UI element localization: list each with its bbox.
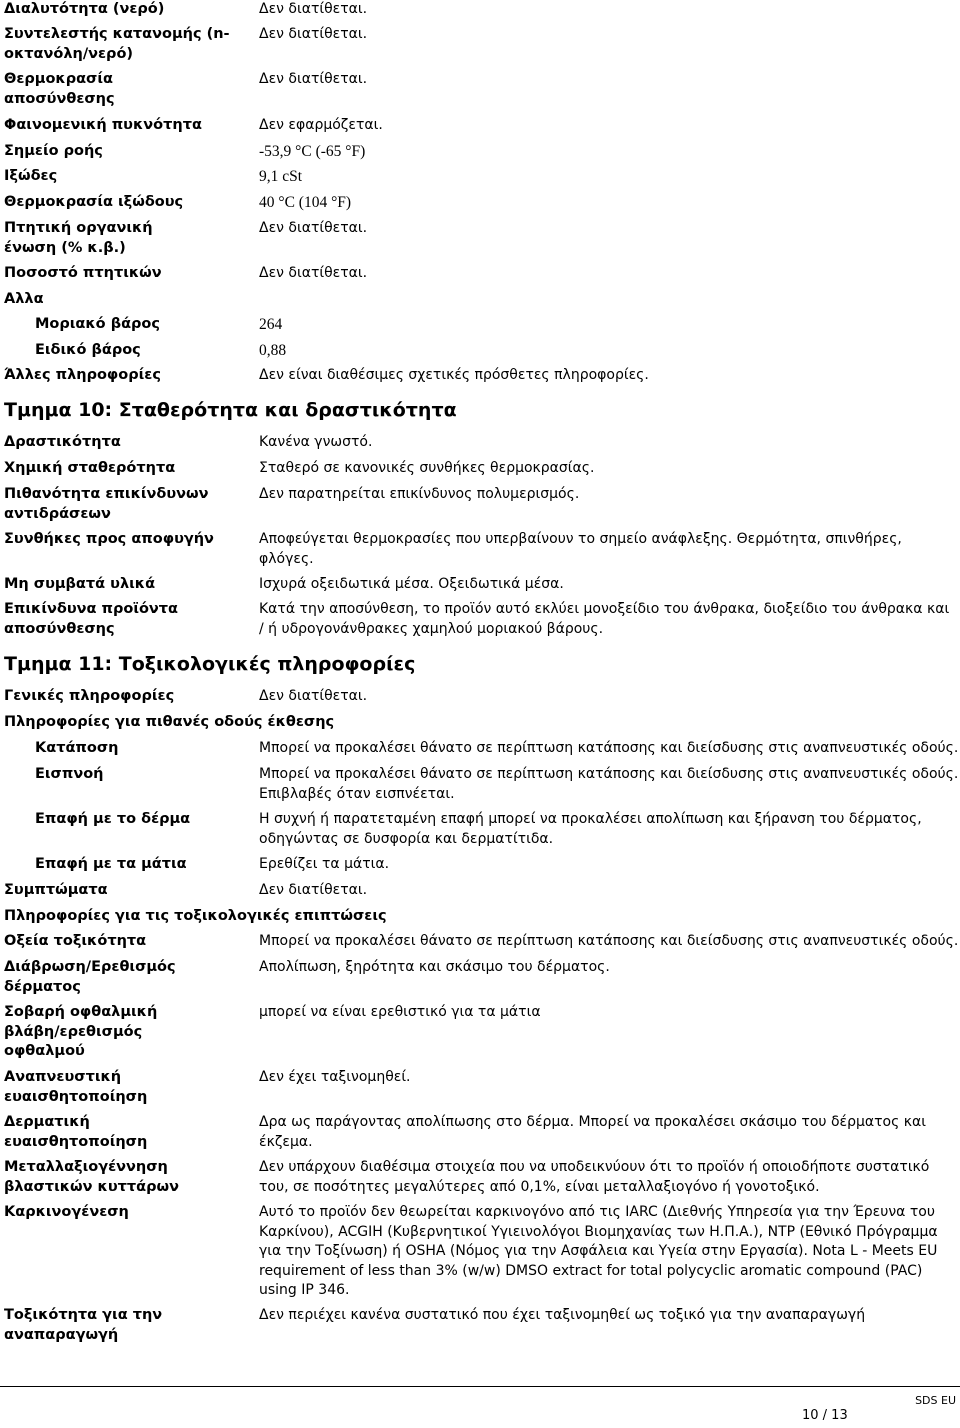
toxicological-effects-heading: Πληροφορίες για τις τοξικολογικές επιπτώσεις	[4, 908, 387, 924]
stability-value: Σταθερό σε κανονικές συνθήκες θερμοκρασίας.	[259, 460, 595, 476]
acute-toxicity-label: Οξεία τοξικότητα	[4, 933, 147, 949]
inhalation-value: Μπορεί να προκαλέσει θάνατο σε περίπτωση κατάποσης και διείσδυσης στις αναπνευστικές οδούς. Επιβλαβές όταν εισπνέεται.	[259, 766, 959, 802]
property-value: 9,1 cSt	[259, 168, 303, 185]
footer-divider	[0, 1386, 960, 1387]
property-label: Ποσοστό πτητικών	[4, 265, 162, 281]
reactivity-label: Δραστικότητα	[4, 434, 121, 450]
reproductive-toxicity-label: Τοξικότητα για την αναπαραγωγή	[4, 1307, 163, 1343]
property-label: Συντελεστής κατανομής (n-οκτανόλη/νερό)	[4, 26, 230, 62]
respiratory-sensitisation-label: Αναπνευστική ευαισθητοποίηση	[4, 1069, 148, 1105]
property-label: Μοριακό βάρος	[35, 316, 160, 332]
property-value: Δεν διατίθεται.	[259, 1, 368, 17]
property-label: Φαινομενική πυκνότητα	[4, 117, 202, 133]
decomposition-products-label: Επικίνδυνα προϊόντα αποσύνθεσης	[4, 601, 179, 637]
eye-damage-value: μπορεί να είναι ερεθιστικό για τα μάτια	[259, 1004, 541, 1020]
footer-page-number: 10 / 13	[802, 1408, 848, 1423]
section-10-title: Τμημα 10: Σταθερότητα και δραστικότητα	[4, 399, 457, 421]
property-value: 40 °C (104 °F)	[259, 194, 352, 211]
property-value: 264	[259, 316, 283, 333]
germ-cell-mutagenicity-value: Δεν υπάρχουν διαθέσιμα στοιχεία που να υποδεικνύουν ότι το προϊόν ή οποιοδήποτε συστατικό του, σε ποσότητες μεγαλύτερες από 0,1%, είναι μεταλλαξιογόνο ή γονοτοξικό.	[259, 1159, 930, 1195]
carcinogenicity-label: Καρκινογένεση	[4, 1204, 129, 1220]
eye-contact-label: Επαφή με τα μάτια	[35, 856, 187, 872]
carcinogenicity-value: Αυτό το προϊόν δεν θεωρείται καρκινογόνο από τις IARC (Διεθνής Υπηρεσία για την Έρευνα του Καρκίνου), ACGIH (Κυβερνητικοί Υγιεινολόγοι Βιομηχανίας των Η.Π.Α.), NTP (Εθνικό Πρόγραμμα για την Τοξίνωση) ή OSHA (Νόμος για την Ασφάλεια και Υγεία στην Εργασία). Nota L - Meets EU requirement of less than 3% (w/w) DMSO extract for total polycyclic aromatic compound (PAC) using IP 346.	[259, 1204, 938, 1298]
property-value: Δεν διατίθεται.	[259, 26, 368, 42]
property-label: Θερμοκρασία αποσύνθεσης	[4, 71, 115, 107]
property-value: Δεν διατίθεται.	[259, 220, 368, 236]
skin-contact-label: Επαφή με το δέρμα	[35, 811, 191, 827]
hazardous-reactions-label: Πιθανότητα επικίνδυνων αντιδράσεων	[4, 486, 209, 522]
respiratory-sensitisation-value: Δεν έχει ταξινομηθεί.	[259, 1069, 411, 1085]
property-value: -53,9 °C (-65 °F)	[259, 143, 366, 160]
eye-contact-value: Ερεθίζει τα μάτια.	[259, 856, 390, 872]
property-label: Άλλες πληροφορίες	[4, 367, 161, 383]
skin-sensitisation-value: Δρα ως παράγοντας απολίπωσης στο δέρμα. Μπορεί να προκαλέσει σκάσιμο του δέρματος και έκζεμα.	[259, 1114, 927, 1150]
property-value: 0,88	[259, 342, 287, 359]
symptoms-label: Συμπτώματα	[4, 882, 108, 898]
conditions-to-avoid-label: Συνθήκες προς αποφυγήν	[4, 531, 214, 547]
property-label: Θερμοκρασία ιξώδους	[4, 194, 184, 210]
footer-doc-type: SDS EU	[915, 1394, 956, 1407]
property-value: Δεν διατίθεται.	[259, 71, 368, 87]
inhalation-label: Εισπνοή	[35, 766, 104, 782]
general-info-label: Γενικές πληροφορίες	[4, 688, 175, 704]
symptoms-value: Δεν διατίθεται.	[259, 882, 368, 898]
property-label: Διαλυτότητα (νερό)	[4, 1, 165, 17]
stability-label: Χημική σταθερότητα	[4, 460, 176, 476]
ingestion-value: Μπορεί να προκαλέσει θάνατο σε περίπτωση κατάποσης και διείσδυσης στις αναπνευστικές οδούς.	[259, 740, 959, 756]
ingestion-label: Κατάποση	[35, 740, 119, 756]
reactivity-value: Κανένα γνωστό.	[259, 434, 373, 450]
hazardous-reactions-value: Δεν παρατηρείται επικίνδυνος πολυμερισμός.	[259, 486, 580, 502]
property-label: Σημείο ροής	[4, 143, 103, 159]
skin-corrosion-label: Διάβρωση/Ερεθισμός δέρματος	[4, 959, 176, 995]
decomposition-products-value: Κατά την αποσύνθεση, το προϊόν αυτό εκλύει μονοξείδιο του άνθρακα, διοξείδιο του άνθρακα και / ή υδρογονάνθρακες χαμηλού μοριακού βάρους.	[259, 601, 950, 637]
reproductive-toxicity-value: Δεν περιέχει κανένα συστατικό που έχει ταξινομηθεί ως τοξικό για την αναπαραγωγή	[259, 1307, 866, 1323]
general-info-value: Δεν διατίθεται.	[259, 688, 368, 704]
skin-sensitisation-label: Δερματική ευαισθητοποίηση	[4, 1114, 148, 1150]
skin-contact-value: Η συχνή ή παρατεταμένη επαφή μπορεί να προκαλέσει απολίπωση και ξήρανση του δέρματος, οδηγώντας σε δυσφορία και δερματίτιδα.	[259, 811, 922, 847]
exposure-routes-heading: Πληροφορίες για πιθανές οδούς έκθεσης	[4, 714, 335, 730]
property-value: Δεν εφαρμόζεται.	[259, 117, 383, 133]
property-label: Πτητική οργανική ένωση (% κ.β.)	[4, 220, 153, 256]
section-11-title: Τμημα 11: Τοξικολογικές πληροφορίες	[4, 653, 416, 675]
acute-toxicity-value: Μπορεί να προκαλέσει θάνατο σε περίπτωση κατάποσης και διείσδυσης στις αναπνευστικές οδούς.	[259, 933, 959, 949]
incompatible-materials-value: Ισχυρά οξειδωτικά μέσα. Οξειδωτικά μέσα.	[259, 576, 564, 592]
eye-damage-label: Σοβαρή οφθαλμική βλάβη/ερεθισμός οφθαλμού	[4, 1004, 158, 1059]
germ-cell-mutagenicity-label: Μεταλλαξιογέννηση βλαστικών κυττάρων	[4, 1159, 179, 1195]
property-label: Ιξώδες	[4, 168, 58, 184]
skin-corrosion-value: Απολίπωση, ξηρότητα και σκάσιμο του δέρματος.	[259, 959, 610, 975]
conditions-to-avoid-value: Αποφεύγεται θερμοκρασίες που υπερβαίνουν το σημείο ανάφλεξης. Θερμότητα, σπινθήρες, φλόγες.	[259, 531, 902, 567]
property-label: Ειδικό βάρος	[35, 342, 141, 358]
property-value: Δεν είναι διαθέσιμες σχετικές πρόσθετες πληροφορίες.	[259, 367, 649, 383]
property-value: Δεν διατίθεται.	[259, 265, 368, 281]
incompatible-materials-label: Μη συμβατά υλικά	[4, 576, 156, 592]
other-heading: Αλλα	[4, 291, 44, 307]
